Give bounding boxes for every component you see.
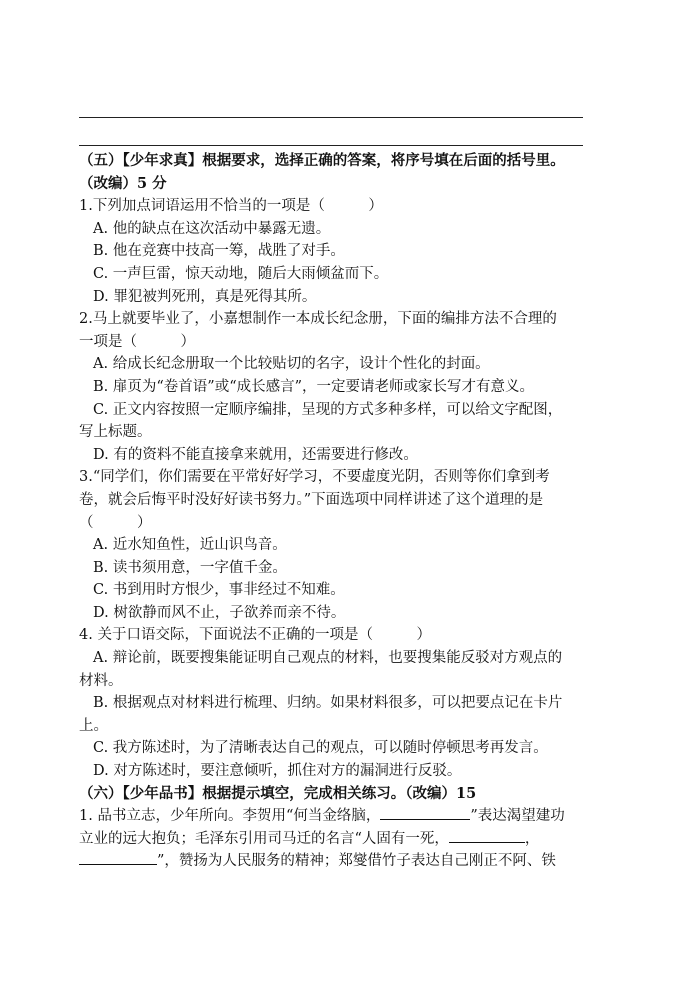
s6-q1-line-1: [79, 805, 603, 828]
s6-q1-line-2: [79, 828, 603, 851]
q2-stem-cont: 一项是（ ）: [79, 333, 195, 350]
s6-q1-text-1b: ”表达渴望建功: [470, 808, 565, 825]
q2-option-d: D. 有的资料不能直接拿来就用，还需要进行修改。: [93, 446, 418, 463]
q3-stem-cont: 卷，就会后悔平时没好好读书努力。”下面选项中同样讲述了这个道理的是: [79, 491, 544, 508]
s6-q1-text-2a: 立业的远大抱负；毛泽东引用司马迁的名言“人固有一死，: [79, 830, 449, 847]
q1-option-d: D. 罪犯被判死刑，真是死得其所。: [93, 288, 317, 305]
s6-q1-text-2b: ，: [524, 830, 540, 847]
q3-stem: 3.“同学们，你们需要在平常好好学习，不要虚度光阴，否则等你们拿到考: [79, 469, 550, 486]
q2-option-a: A. 给成长纪念册取一个比较贴切的名字，设计个性化的封面。: [93, 356, 490, 373]
q1-option-c: C. 一声巨雷，惊天动地，随后大雨倾盆而下。: [93, 265, 389, 282]
q1-option-b: B. 他在竞赛中技高一筹，战胜了对手。: [93, 243, 345, 260]
q4-option-b: B. 根据观点对材料进行梳理、归纳。如果材料很多，可以把要点记在卡片: [93, 695, 563, 712]
q4-option-c: C. 我方陈述时，为了清晰表达自己的观点，可以随时停顿思考再发言。: [93, 740, 548, 757]
q4-option-b-cont: 上。: [79, 717, 108, 734]
fill-blank-2[interactable]: [449, 828, 525, 843]
q4-option-d: D. 对方陈述时，要注意倾听，抓住对方的漏洞进行反驳。: [93, 763, 462, 780]
section-5-title: （五）【少年求真】根据要求，选择正确的答案，将序号填在后面的括号里。: [79, 152, 565, 169]
q4-stem: 4. 关于口语交际，下面说法不正确的一项是（ ）: [79, 627, 431, 644]
fill-blank-3[interactable]: [79, 850, 157, 865]
q3-option-d: D. 树欲静而风不止，子欲养而亲不待。: [93, 604, 346, 621]
section-6-title: （六）【少年品书】根据提示填空，完成相关练习。（改编）15: [79, 784, 477, 802]
s6-q1-text-3: ”，赞扬为人民服务的精神；郑燮借竹子表达自己刚正不阿、铁: [157, 853, 556, 870]
fill-blank-1[interactable]: [380, 805, 470, 820]
q3-option-b: B. 读书须用意，一字值千金。: [93, 559, 287, 576]
q3-answer-bracket: （ ）: [79, 514, 152, 531]
answer-line-2: [79, 145, 583, 146]
answer-line-1: [79, 117, 583, 118]
q2-option-c-cont: 写上标题。: [79, 424, 152, 441]
section-5-title-cont: （改编）5 分: [79, 174, 167, 192]
q4-option-a-cont: 材料。: [79, 672, 123, 689]
exam-content: [79, 150, 603, 873]
q4-option-a: A. 辩论前，既要搜集能证明自己观点的材料，也要搜集能反驳对方观点的: [93, 650, 563, 667]
q1-option-a: A. 他的缺点在这次活动中暴露无遗。: [93, 220, 331, 237]
q3-option-c: C. 书到用时方恨少，事非经过不知难。: [93, 582, 345, 599]
s6-q1-line-3: [79, 850, 603, 873]
q1-stem: 1.下列加点词语运用不恰当的一项是（ ）: [79, 198, 383, 215]
q2-option-b: B. 扉页为“卷首语”或“成长感言”，一定要请老师或家长写才有意义。: [93, 378, 535, 395]
q3-option-a: A. 近水知鱼性，近山识鸟音。: [93, 537, 287, 554]
q2-stem: 2.马上就要毕业了，小嘉想制作一本成长纪念册，下面的编排方法不合理的: [79, 311, 557, 328]
q2-option-c: C. 正文内容按照一定顺序编排，呈现的方式多种多样，可以给文字配图，: [93, 401, 563, 418]
s6-q1-text-1a: 1. 品书立志，少年所向。李贺用“何当金络脑，: [79, 808, 381, 825]
